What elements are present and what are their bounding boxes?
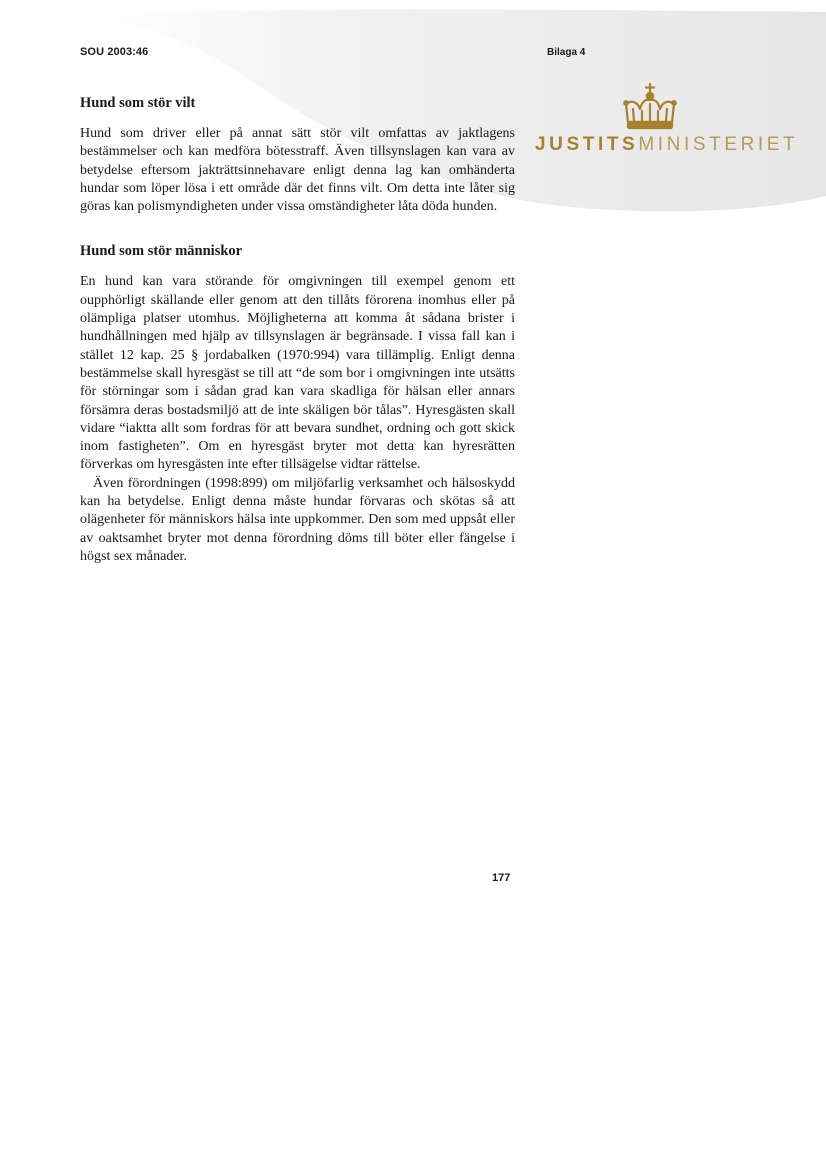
page-number: 177	[492, 872, 511, 884]
ministry-logo-text	[535, 134, 798, 156]
document-reference: SOU 2003:46	[80, 46, 149, 58]
paragraph-vilt: Hund som driver eller på annat sätt stör vilt omfattas av jaktlagens bestämmelser och kan medföra bötesstraff. Även tillsynslagen kan vara av betydelse eftersom jakträttsinnehavare enligt denna lag kan omhänderta hundar som löper lösa i ett område där det finns vilt. Om detta inte låter sig göras kan polismyndigheten under vissa omständigheter låta döda hunden.	[80, 126, 515, 215]
logo-text-part2: MINISTERIET	[638, 134, 799, 155]
royal-crown-icon	[622, 82, 678, 132]
main-content	[80, 93, 515, 566]
paragraph-manniskor-2: Även förordningen (1998:899) om miljöfarlig verksamhet och hälsoskydd kan ha betydelse. Enligt denna måste hundar förvaras och skötas så att olägenheter för människors hälsa inte uppkommer. Den som med uppsåt eller av oaktsamhet bryter mot denna förordning döms till böter eller fängelse i högst sex månader.	[80, 475, 515, 564]
section-heading-vilt: Hund som stör vilt	[80, 95, 196, 111]
appendix-label: Bilaga 4	[547, 47, 586, 58]
logo-text-part1: JUSTITS	[535, 134, 639, 155]
section-heading-manniskor: Hund som stör människor	[80, 243, 243, 260]
paragraph-manniskor-1: En hund kan vara störande för omgivningen till exempel genom ett oupphörligt skällande eller genom att den tillåts förorena inomhus eller på olämpliga platser utomhus. Möjligheterna att komma åt sådana brister i hundhållningen med hjälp av tillsynslagen är begränsade. I vissa fall kan i stället 12 kap. 25 § jordabalken (1970:994) vara tillämplig. Enligt denna bestämmelse skall hyresgäst se till att “de som bor i omgivningen inte utsätts för störningar som i sådan grad kan vara skadliga för hälsan eller annars försämra deras bostadsmiljö att de inte skäligen bör tålas”. Hyresgästen skall vidare “iaktta allt som fordras för att bevara sundhet, ordning och gott skick inom fastigheten”. Om en hyresgäst bryter mot detta kan hyresrätten förverkas om hyresgästen inte efter tillsägelse vidtar rättelse.	[80, 274, 515, 473]
